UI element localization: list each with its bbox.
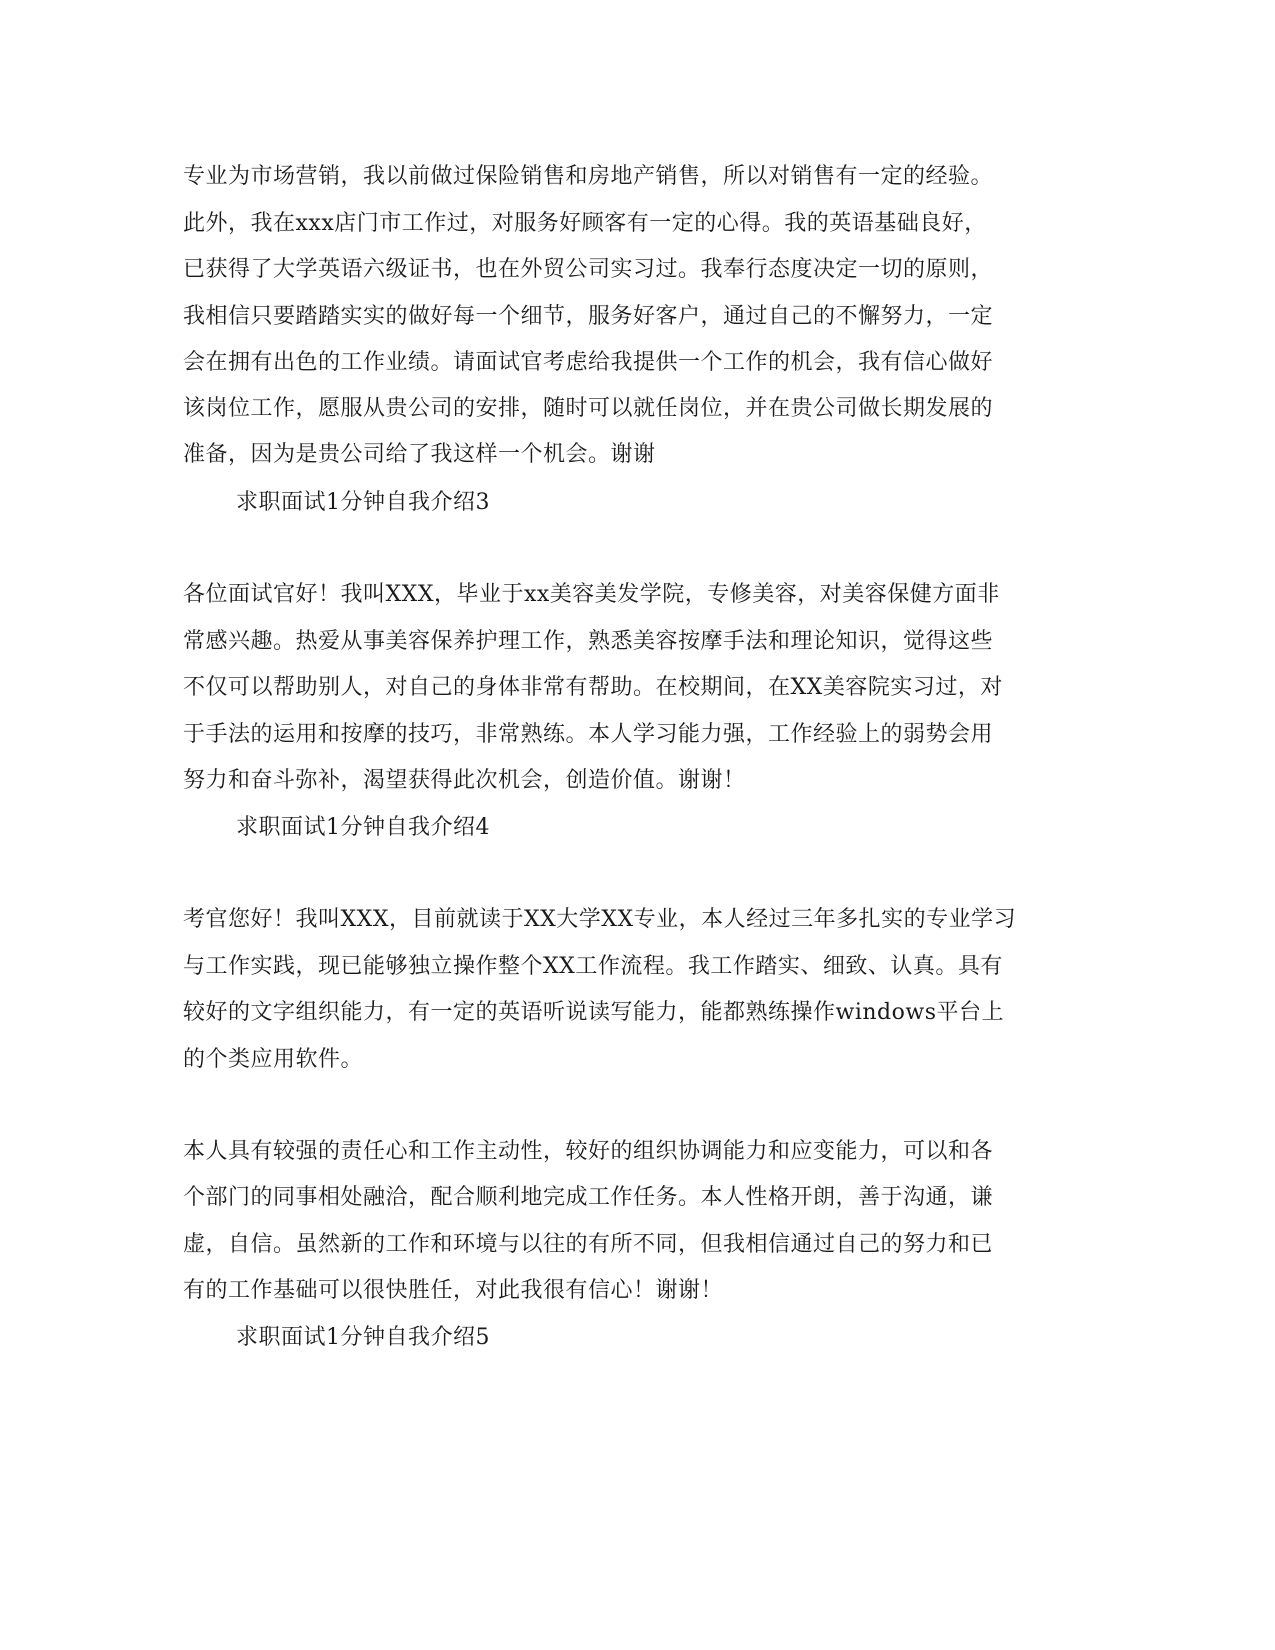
section-heading-4: 求职面试1分钟自我介绍4	[236, 815, 490, 840]
paragraph-4-line-4: 有的工作基础可以很快胜任，对此我很有信心！谢谢！	[183, 1278, 724, 1303]
paragraph-2-line-2: 常感兴趣。热爱从事美容保养护理工作，熟悉美容按摩手法和理论知识，觉得这些	[183, 629, 994, 654]
paragraph-2-line-4: 于手法的运用和按摩的技巧，非常熟练。本人学习能力强，工作经验上的弱势会用	[183, 722, 994, 747]
paragraph-2-line-1: 各位面试官好！我叫XXX，毕业于xx美容美发学院，专修美容，对美容保健方面非	[183, 582, 1000, 607]
paragraph-2-line-3: 不仅可以帮助别人，对自己的身体非常有帮助。在校期间，在XX美容院实习过，对	[183, 675, 1003, 700]
paragraph-1-line-3: 已获得了大学英语六级证书，也在外贸公司实习过。我奉行态度决定一切的原则，	[183, 257, 994, 282]
paragraph-4-line-2: 个部门的同事相处融洽，配合顺利地完成工作任务。本人性格开朗，善于沟通，谦	[183, 1185, 994, 1210]
paragraph-3-line-1: 考官您好！我叫XXX，目前就读于XX大学XX专业，本人经过三年多扎实的专业学习	[183, 907, 1017, 932]
paragraph-3-line-3: 较好的文字组织能力，有一定的英语听说读写能力，能都熟练操作windows平台上	[183, 1000, 1004, 1025]
paragraph-1-line-7: 准备，因为是贵公司给了我这样一个机会。谢谢	[183, 442, 656, 467]
paragraph-4-line-1: 本人具有较强的责任心和工作主动性，较好的组织协调能力和应变能力，可以和各	[183, 1139, 994, 1164]
section-heading-5: 求职面试1分钟自我介绍5	[236, 1325, 490, 1350]
paragraph-2-line-5: 努力和奋斗弥补，渴望获得此次机会，创造价值。谢谢！	[183, 768, 746, 793]
paragraph-1-line-2: 此外，我在xxx店门市工作过，对服务好顾客有一定的心得。我的英语基础良好，	[183, 211, 987, 236]
paragraph-3-line-4: 的个类应用软件。	[183, 1047, 364, 1072]
paragraph-3-line-2: 与工作实践，现已能够独立操作整个XX工作流程。我工作踏实、细致、认真。具有	[183, 954, 1003, 979]
paragraph-1-line-1: 专业为市场营销，我以前做过保险销售和房地产销售，所以对销售有一定的经验。	[183, 164, 994, 189]
paragraph-1-line-6: 该岗位工作，愿服从贵公司的安排，随时可以就任岗位，并在贵公司做长期发展的	[183, 396, 994, 421]
section-heading-3: 求职面试1分钟自我介绍3	[236, 490, 490, 515]
paragraph-4-line-3: 虚，自信。虽然新的工作和环境与以往的有所不同，但我相信通过自己的努力和已	[183, 1232, 994, 1257]
paragraph-1-line-4: 我相信只要踏踏实实的做好每一个细节，服务好客户，通过自己的不懈努力，一定	[183, 304, 994, 329]
paragraph-1-line-5: 会在拥有出色的工作业绩。请面试官考虑给我提供一个工作的机会，我有信心做好	[183, 350, 994, 375]
